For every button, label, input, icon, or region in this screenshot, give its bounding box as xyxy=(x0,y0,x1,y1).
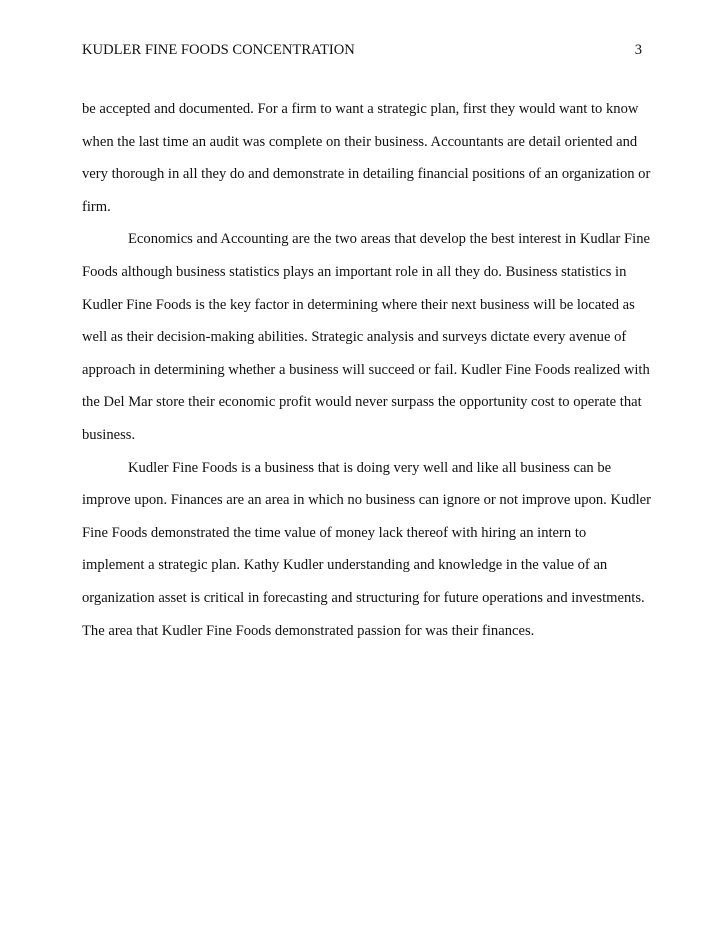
running-head xyxy=(82,40,642,60)
text-line: be accepted and documented. For a firm to want a strategic plan, first they would want to know xyxy=(82,101,639,117)
page-number: 3 xyxy=(634,42,642,58)
text-line: very thorough in all they do and demonstrate in detailing financial positions of an organization or xyxy=(82,166,651,183)
text-line: the Del Mar store their economic profit would never surpass the opportunity cost to operate that xyxy=(82,394,642,411)
text-line: Fine Foods demonstrated the time value of money lack thereof with hiring an intern to xyxy=(82,524,587,541)
text-line: implement a strategic plan. Kathy Kudler understanding and knowledge in the value of an xyxy=(82,557,608,574)
text-line-paragraph-start: Economics and Accounting are the two areas that develop the best interest in Kudlar Fine xyxy=(128,231,650,248)
body-text xyxy=(82,93,652,647)
text-line: business. xyxy=(82,426,136,443)
text-line: Foods although business statistics plays an important role in all they do. Business statistics in xyxy=(82,263,627,280)
text-line: when the last time an audit was complete on their business. Accountants are detail oriented and xyxy=(82,133,638,150)
text-line: well as their decision-making abilities. Strategic analysis and surveys dictate every avenue of xyxy=(82,329,627,346)
text-line: firm. xyxy=(82,198,111,215)
text-line: improve upon. Finances are an area in which no business can ignore or not improve upon. Kudler xyxy=(82,492,652,509)
text-line-paragraph-start: Kudler Fine Foods is a business that is doing very well and like all business can be xyxy=(128,459,612,476)
text-line: Kudler Fine Foods is the key factor in determining where their next business will be located as xyxy=(82,296,635,313)
text-line: The area that Kudler Fine Foods demonstrated passion for was their finances. xyxy=(82,622,535,639)
text-line: organization asset is critical in forecasting and structuring for future operations and investments. xyxy=(82,589,645,606)
text-line: approach in determining whether a business will succeed or fail. Kudler Fine Foods realized with xyxy=(82,361,650,378)
running-head-title: KUDLER FINE FOODS CONCENTRATION xyxy=(82,42,355,58)
